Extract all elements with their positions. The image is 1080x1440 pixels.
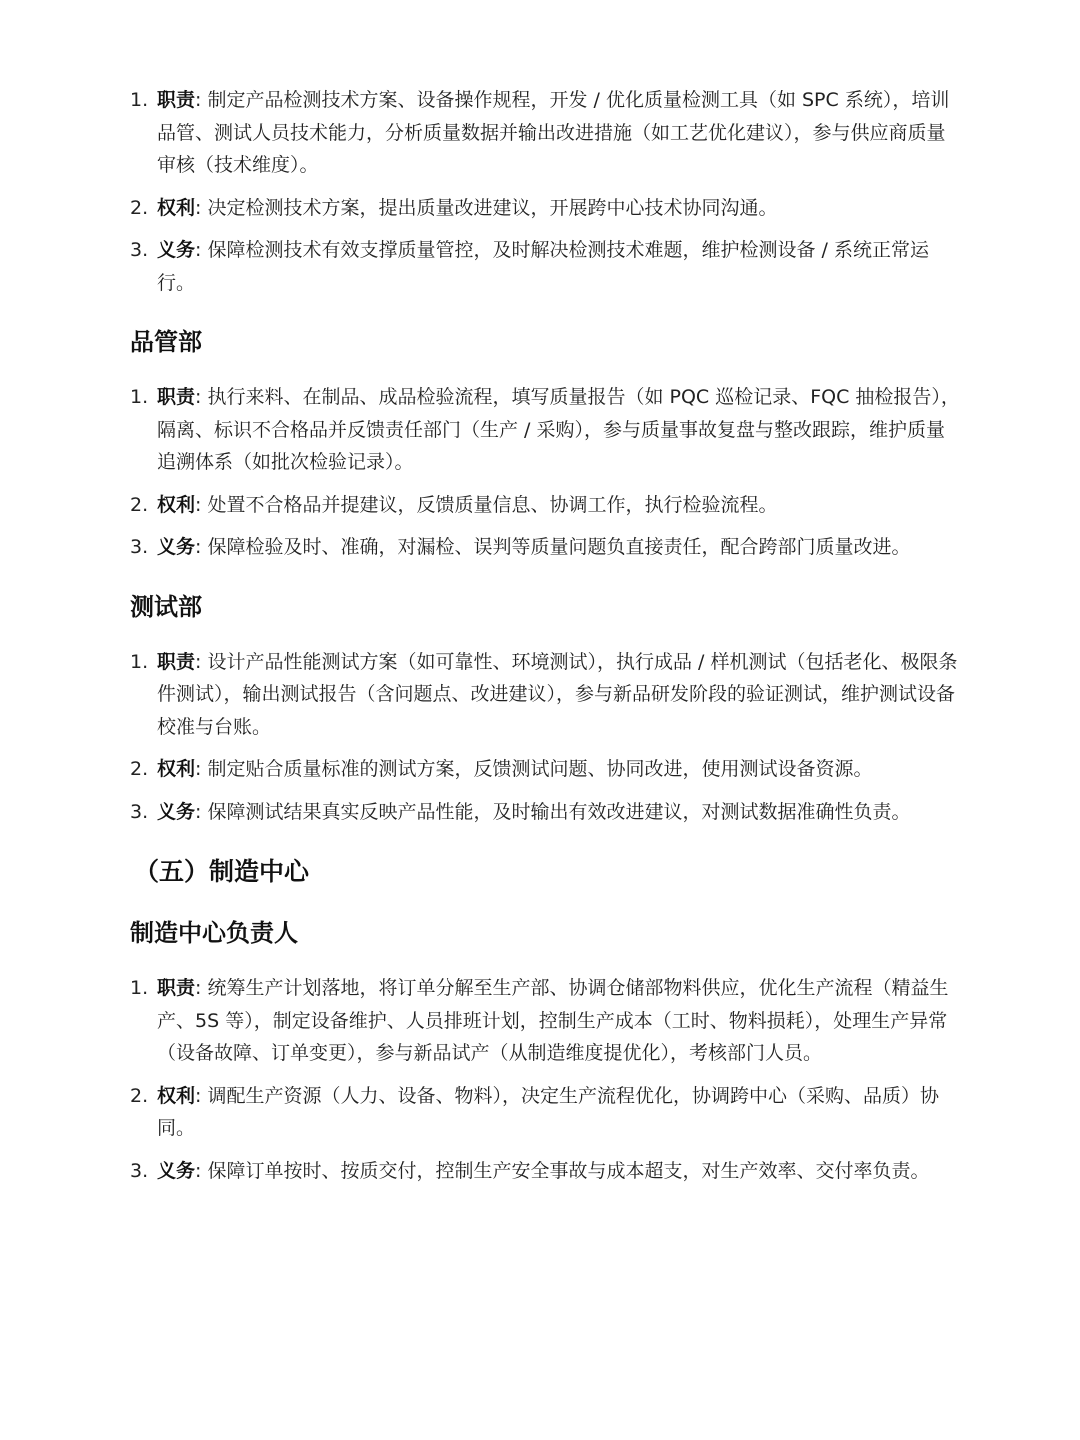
item-separator: : bbox=[195, 493, 202, 516]
item-text: 保障检验及时、准确，对漏检、误判等质量问题负直接责任，配合跨部门质量改进。 bbox=[207, 536, 911, 558]
item-label: 义务 bbox=[157, 536, 196, 558]
item-label: 义务 bbox=[157, 800, 196, 823]
item-text: 制定贴合质量标准的测试方案，反馈测试问题、协同改进，使用测试设备资源。 bbox=[207, 758, 873, 780]
list-item bbox=[130, 753, 960, 786]
item-number: 3. bbox=[130, 1159, 149, 1182]
item-separator: : bbox=[195, 386, 202, 408]
item-separator: : bbox=[195, 977, 202, 999]
item-label: 权利 bbox=[157, 1084, 196, 1107]
item-number: 2. bbox=[130, 196, 149, 219]
item-separator: : bbox=[195, 196, 202, 219]
item-separator: : bbox=[195, 1159, 202, 1182]
section-list-testing bbox=[130, 646, 960, 829]
item-text: 保障检测技术有效支撑质量管控，及时解决检测技术难题，维护检测设备 / 系统正常运行。 bbox=[157, 239, 929, 294]
list-item bbox=[130, 531, 960, 564]
item-separator: : bbox=[195, 89, 202, 111]
section-list-manufacturing bbox=[130, 972, 960, 1187]
item-separator: : bbox=[195, 239, 202, 261]
item-separator: : bbox=[195, 650, 202, 673]
item-number: 2. bbox=[130, 1084, 149, 1107]
item-label: 权利 bbox=[157, 758, 196, 780]
item-label: 义务 bbox=[157, 1159, 196, 1182]
item-text: 调配生产资源（人力、设备、物料），决定生产流程优化，协调跨中心（采购、品质）协同。 bbox=[157, 1084, 939, 1139]
item-text: 统筹生产计划落地，将订单分解至生产部、协调仓储部物料供应，优化生产流程（精益生产、5S 等），制定设备维护、人员排班计划，控制生产成本（工时、物料损耗），处理生产异常（设备故障、订单变更），参与新品试产（从制造维度提优化），考核部门人员。 bbox=[157, 977, 949, 1064]
list-item bbox=[130, 84, 960, 182]
list-item bbox=[130, 646, 960, 744]
chapter-heading: （五）制造中心 bbox=[134, 857, 310, 886]
item-label: 权利 bbox=[157, 196, 196, 219]
list-item bbox=[130, 796, 960, 829]
list-item bbox=[130, 489, 960, 522]
list-item bbox=[130, 972, 960, 1070]
item-number: 1. bbox=[130, 977, 149, 999]
item-separator: : bbox=[195, 1084, 202, 1107]
item-number: 3. bbox=[130, 800, 149, 823]
item-number: 1. bbox=[130, 650, 149, 673]
item-number: 1. bbox=[130, 89, 149, 111]
item-label: 义务 bbox=[157, 239, 196, 261]
item-number: 3. bbox=[130, 239, 149, 261]
section-heading-manufacturing: 制造中心负责人 bbox=[130, 919, 298, 947]
item-separator: : bbox=[195, 800, 202, 823]
list-item bbox=[130, 381, 960, 479]
list-item bbox=[130, 1155, 960, 1188]
list-item bbox=[130, 234, 960, 299]
item-label: 职责 bbox=[157, 977, 196, 999]
list-item bbox=[130, 192, 960, 225]
item-text: 决定检测技术方案，提出质量改进建议，开展跨中心技术协同沟通。 bbox=[207, 196, 778, 219]
item-number: 2. bbox=[130, 493, 149, 516]
item-label: 职责 bbox=[157, 386, 196, 408]
list-item bbox=[130, 1080, 960, 1145]
item-text: 保障测试结果真实反映产品性能，及时输出有效改进建议，对测试数据准确性负责。 bbox=[207, 800, 911, 823]
item-separator: : bbox=[195, 536, 202, 558]
item-number: 2. bbox=[130, 758, 149, 780]
section-heading-quality: 品管部 bbox=[130, 328, 202, 356]
section-list-quality bbox=[130, 381, 960, 564]
item-text: 设计产品性能测试方案（如可靠性、环境测试），执行成品 / 样机测试（包括老化、极限条件测试），输出测试报告（含问题点、改进建议），参与新品研发阶段的验证测试，维护测试设备校准与台账。 bbox=[157, 650, 958, 738]
item-separator: : bbox=[195, 758, 202, 780]
item-text: 处置不合格品并提建议，反馈质量信息、协调工作，执行检验流程。 bbox=[207, 493, 778, 516]
item-label: 权利 bbox=[157, 493, 196, 516]
item-text: 执行来料、在制品、成品检验流程，填写质量报告（如 PQC 巡检记录、FQC 抽检报告），隔离、标识不合格品并反馈责任部门（生产 / 采购），参与质量事故复盘与整改跟踪，维护质量追溯体系（如批次检验记录）。 bbox=[157, 386, 960, 473]
item-label: 职责 bbox=[157, 89, 196, 111]
section-heading-testing: 测试部 bbox=[130, 592, 202, 621]
item-text: 制定产品检测技术方案、设备操作规程，开发 / 优化质量检测工具（如 SPC 系统），培训品管、测试人员技术能力，分析质量数据并输出改进措施（如工艺优化建议），参与供应商质量审核（技术维度）。 bbox=[157, 89, 950, 176]
item-number: 3. bbox=[130, 536, 149, 558]
item-label: 职责 bbox=[157, 650, 196, 673]
item-text: 保障订单按时、按质交付，控制生产安全事故与成本超支，对生产效率、交付率负责。 bbox=[207, 1159, 930, 1182]
section-list-technical bbox=[130, 84, 960, 299]
item-number: 1. bbox=[130, 386, 149, 408]
